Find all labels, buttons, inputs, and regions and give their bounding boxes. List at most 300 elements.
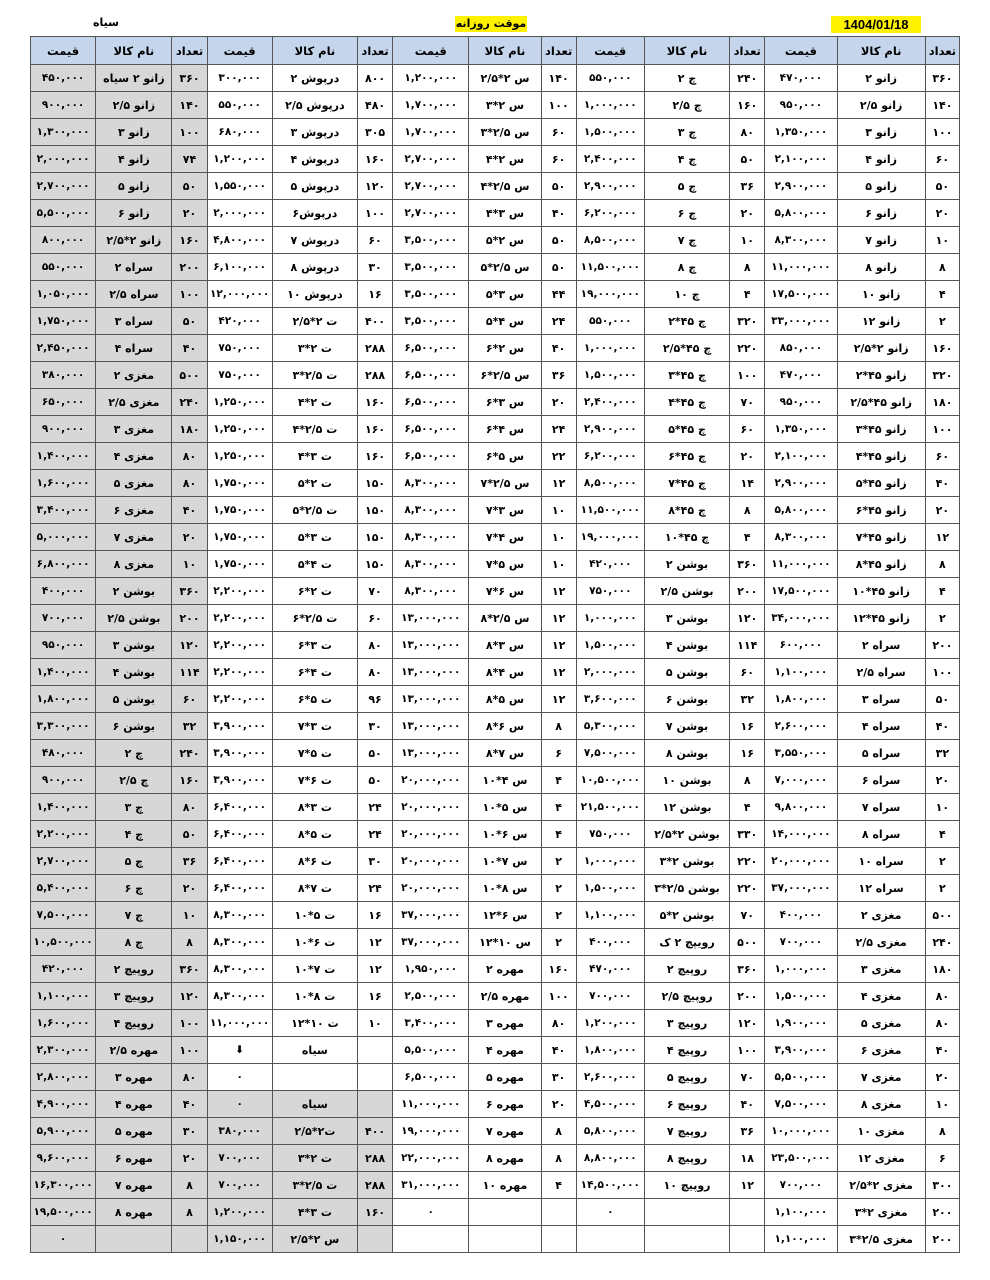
column-header: قیمت — [393, 37, 469, 65]
item-name-cell: س ۳*۸ — [469, 632, 541, 659]
price-cell: ۱,۷۵۰,۰۰۰ — [207, 497, 272, 524]
quantity-cell: ۷۰ — [730, 902, 765, 929]
item-name-cell: چ ۲/۵ — [96, 767, 172, 794]
quantity-cell: ۴ — [541, 821, 576, 848]
quantity-cell: ۸ — [925, 254, 959, 281]
price-cell: ۱,۹۰۰,۰۰۰ — [765, 1010, 837, 1037]
item-name-cell: ت ۷*۱۰ — [272, 956, 357, 983]
price-cell: ۷,۰۰۰,۰۰۰ — [765, 767, 837, 794]
item-name-cell: درپوش ۳ — [272, 119, 357, 146]
item-name-cell: چ ۶ — [96, 875, 172, 902]
price-cell: ۷,۵۰۰,۰۰۰ — [576, 740, 644, 767]
table-row — [31, 578, 960, 605]
price-cell: ۷,۵۰۰,۰۰۰ — [31, 902, 96, 929]
price-cell: ۲,۳۰۰,۰۰۰ — [31, 1037, 96, 1064]
price-cell: ۲,۰۰۰,۰۰۰ — [207, 200, 272, 227]
price-cell: ۳,۴۰۰,۰۰۰ — [31, 497, 96, 524]
item-name-cell: ت ۲/۵*۶ — [272, 605, 357, 632]
quantity-cell: ۲۰ — [172, 524, 207, 551]
item-name-cell: س ۶*۷ — [469, 578, 541, 605]
price-cell: ۹۵۰,۰۰۰ — [765, 389, 837, 416]
price-cell: ۱,۱۰۰,۰۰۰ — [765, 659, 837, 686]
quantity-cell: ۱۶ — [730, 740, 765, 767]
quantity-cell: ۲ — [541, 929, 576, 956]
item-name-cell: ت ۲*۳ — [272, 335, 357, 362]
item-name-cell: زانو ۴۵*۱۰ — [837, 578, 925, 605]
price-cell: ۱,۰۰۰,۰۰۰ — [765, 956, 837, 983]
price-cell: ۲۰,۰۰۰,۰۰۰ — [393, 821, 469, 848]
quantity-cell: ۱۲۰ — [358, 173, 393, 200]
quantity-cell: ۵۰ — [541, 227, 576, 254]
quantity-cell: ۱۰۰ — [172, 1037, 207, 1064]
quantity-cell: ۲۰۰ — [172, 254, 207, 281]
price-cell: ۵,۸۰۰,۰۰۰ — [765, 200, 837, 227]
item-name-cell: زانو ۲/۵ — [96, 92, 172, 119]
quantity-cell — [358, 1037, 393, 1064]
price-cell: ۱,۱۰۰,۰۰۰ — [31, 983, 96, 1010]
item-name-cell: بوشن ۲/۵*۳ — [644, 875, 729, 902]
price-cell: ۲,۶۰۰,۰۰۰ — [576, 1064, 644, 1091]
item-name-cell: بوشن ۵ — [644, 659, 729, 686]
item-name-cell — [644, 1199, 729, 1226]
price-cell: ۲,۲۰۰,۰۰۰ — [207, 659, 272, 686]
item-name-cell: زانو ۴۵*۷ — [837, 524, 925, 551]
price-cell: ۲,۷۰۰,۰۰۰ — [393, 146, 469, 173]
table-row — [31, 875, 960, 902]
price-cell: ۵,۴۰۰,۰۰۰ — [31, 875, 96, 902]
price-cell: ۲۰,۰۰۰,۰۰۰ — [393, 767, 469, 794]
price-cell: ۱,۱۰۰,۰۰۰ — [765, 1226, 837, 1253]
quantity-cell: ۴۰ — [172, 497, 207, 524]
price-cell: ۱۹,۰۰۰,۰۰۰ — [576, 281, 644, 308]
quantity-cell: ۲۸۸ — [358, 1172, 393, 1199]
quantity-cell: ۱۲ — [358, 929, 393, 956]
item-name-cell: چ ۸ — [644, 254, 729, 281]
item-name-cell: ت ۳*۴ — [272, 1199, 357, 1226]
item-name-cell: بوشن ۲ — [644, 551, 729, 578]
price-cell: ۸,۳۰۰,۰۰۰ — [393, 497, 469, 524]
item-name-cell: س ۳*۴ — [469, 200, 541, 227]
quantity-cell: ۱۰۰ — [172, 281, 207, 308]
quantity-cell: ۱۰ — [730, 227, 765, 254]
price-cell: ۲۰,۰۰۰,۰۰۰ — [393, 848, 469, 875]
item-name-cell: سراه ۴ — [837, 713, 925, 740]
item-name-cell: بوشن ۳ — [96, 632, 172, 659]
table-row — [31, 821, 960, 848]
price-cell: ۱,۳۰۰,۰۰۰ — [31, 119, 96, 146]
quantity-cell: ۲۲۰ — [730, 335, 765, 362]
quantity-cell: ۸ — [730, 497, 765, 524]
item-name-cell: چ ۲ — [96, 740, 172, 767]
item-name-cell: س ۲/۵*۴ — [469, 173, 541, 200]
item-name-cell: مغزی ۳ — [96, 416, 172, 443]
item-name-cell: ت۲*۲/۵ — [272, 1118, 357, 1145]
price-cell: ۶,۴۰۰,۰۰۰ — [207, 821, 272, 848]
price-cell: ۴۲۰,۰۰۰ — [31, 956, 96, 983]
price-cell: ۱۳,۰۰۰,۰۰۰ — [393, 632, 469, 659]
item-name-cell: س ۲/۵*۷ — [469, 470, 541, 497]
quantity-cell: ۸ — [172, 929, 207, 956]
item-name-cell: س ۳*۷ — [469, 497, 541, 524]
quantity-cell: ۵۰ — [541, 173, 576, 200]
item-name-cell: س ۲/۵*۵ — [469, 254, 541, 281]
price-cell: ۲,۹۰۰,۰۰۰ — [765, 470, 837, 497]
quantity-cell: ۸ — [172, 1172, 207, 1199]
quantity-cell: ۴۰ — [925, 470, 959, 497]
quantity-cell: ۴۰ — [541, 335, 576, 362]
item-name-cell: زانو ۲ — [837, 65, 925, 92]
table-row — [31, 794, 960, 821]
column-header: تعداد — [730, 37, 765, 65]
item-name-cell: بوشن ۲*۳ — [644, 848, 729, 875]
price-cell: ۹,۶۰۰,۰۰۰ — [31, 1145, 96, 1172]
item-name-cell: درپوش ۵ — [272, 173, 357, 200]
price-cell: ۱۱,۰۰۰,۰۰۰ — [393, 1091, 469, 1118]
price-cell: ۸,۳۰۰,۰۰۰ — [393, 470, 469, 497]
quantity-cell: ۳۲۰ — [925, 362, 959, 389]
quantity-cell: ۱۲ — [730, 1172, 765, 1199]
quantity-cell: ۳۳۰ — [730, 821, 765, 848]
quantity-cell: ۴۰ — [730, 1091, 765, 1118]
quantity-cell: ۴ — [541, 794, 576, 821]
quantity-cell: ۲۰۰ — [925, 1226, 959, 1253]
table-row — [31, 281, 960, 308]
table-row — [31, 92, 960, 119]
table-row — [31, 146, 960, 173]
price-cell: ۵,۰۰۰,۰۰۰ — [31, 524, 96, 551]
price-cell: ۶,۵۰۰,۰۰۰ — [393, 389, 469, 416]
item-name-cell: ت ۳*۷ — [272, 713, 357, 740]
quantity-cell: ۱۶ — [358, 902, 393, 929]
item-name-cell: سراه ۳ — [96, 308, 172, 335]
item-name-cell: روپیچ ۴ — [644, 1037, 729, 1064]
price-cell: ۱۰,۵۰۰,۰۰۰ — [31, 929, 96, 956]
item-name-cell: بوشن ۲/۵ — [96, 605, 172, 632]
quantity-cell: ۳۶۰ — [172, 578, 207, 605]
quantity-cell: ۱۰ — [925, 227, 959, 254]
item-name-cell: س ۴*۱۰ — [469, 767, 541, 794]
quantity-cell: ۱۰ — [541, 551, 576, 578]
price-cell: ۴,۵۰۰,۰۰۰ — [576, 1091, 644, 1118]
item-name-cell: بوشن ۸ — [644, 740, 729, 767]
item-name-cell: مغزی ۲/۵*۳ — [837, 1226, 925, 1253]
price-cell: ۷۰۰,۰۰۰ — [765, 929, 837, 956]
quantity-cell: ۵۰۰ — [730, 929, 765, 956]
quantity-cell: ۲۰ — [730, 443, 765, 470]
price-cell: ۱۱,۰۰۰,۰۰۰ — [765, 254, 837, 281]
price-cell: ۲,۴۰۰,۰۰۰ — [576, 389, 644, 416]
item-name-cell: چ ۸ — [96, 929, 172, 956]
quantity-cell: ۸ — [541, 713, 576, 740]
price-cell: ۹۰۰,۰۰۰ — [31, 92, 96, 119]
quantity-cell: ۲۸۸ — [358, 362, 393, 389]
item-name-cell: زانو ۱۰ — [837, 281, 925, 308]
item-name-cell: ت ۸*۱۰ — [272, 983, 357, 1010]
quantity-cell: ۸ — [925, 551, 959, 578]
quantity-cell — [358, 1064, 393, 1091]
item-name-cell: مغزی ۲ — [837, 902, 925, 929]
item-name-cell: چ ۴ — [644, 146, 729, 173]
item-name-cell: زانو ۴۵*۶ — [837, 497, 925, 524]
price-cell: ۴۷۰,۰۰۰ — [765, 65, 837, 92]
price-cell: ۷۵۰,۰۰۰ — [576, 578, 644, 605]
quantity-cell: ۱۰۰ — [730, 1037, 765, 1064]
quantity-cell: ۱۲ — [925, 524, 959, 551]
table-row — [31, 632, 960, 659]
quantity-cell: ۲ — [541, 875, 576, 902]
quantity-cell: ۱۶۰ — [730, 92, 765, 119]
item-name-cell: مغزی ۵ — [837, 1010, 925, 1037]
price-cell: ۱۱,۰۰۰,۰۰۰ — [207, 1010, 272, 1037]
price-cell: ۱,۲۰۰,۰۰۰ — [207, 146, 272, 173]
quantity-cell: ۱۰ — [541, 497, 576, 524]
quantity-cell: ۲۰ — [172, 1145, 207, 1172]
table-row — [31, 956, 960, 983]
price-cell: ۲,۹۰۰,۰۰۰ — [765, 173, 837, 200]
price-cell: ۱۹,۵۰۰,۰۰۰ — [31, 1199, 96, 1226]
price-cell: ۳۰۰,۰۰۰ — [207, 65, 272, 92]
item-name-cell: مهره ۶ — [469, 1091, 541, 1118]
price-cell: ۳,۹۰۰,۰۰۰ — [207, 740, 272, 767]
price-cell: ۱,۰۰۰,۰۰۰ — [576, 848, 644, 875]
item-name-cell: مغزی ۴ — [837, 983, 925, 1010]
item-name-cell: مغزی ۱۰ — [837, 1118, 925, 1145]
item-name-cell: روپیچ ۲ — [96, 956, 172, 983]
price-cell: ۴۸۰,۰۰۰ — [31, 740, 96, 767]
quantity-cell: ۲۴۰ — [730, 65, 765, 92]
quantity-cell: ۱۵۰ — [358, 497, 393, 524]
quantity-cell: ۵۰۰ — [925, 902, 959, 929]
item-name-cell: مغزی ۲*۳ — [837, 1199, 925, 1226]
item-name-cell: ت ۵*۸ — [272, 821, 357, 848]
price-cell: ۷۵۰,۰۰۰ — [207, 335, 272, 362]
table-row — [31, 443, 960, 470]
table-row — [31, 605, 960, 632]
quantity-cell: ۵۰ — [730, 146, 765, 173]
item-name-cell: بوشن ۲/۵ — [644, 578, 729, 605]
price-cell: ۱,۷۰۰,۰۰۰ — [393, 92, 469, 119]
quantity-cell: ۲ — [925, 875, 959, 902]
quantity-cell — [358, 1226, 393, 1253]
quantity-cell: ۴۰ — [541, 1037, 576, 1064]
quantity-cell: ۸۰ — [730, 119, 765, 146]
item-name-cell: س ۴*۵ — [469, 308, 541, 335]
price-cell: ۱,۲۵۰,۰۰۰ — [207, 416, 272, 443]
price-cell: ۹۵۰,۰۰۰ — [765, 92, 837, 119]
quantity-cell: ۶۰ — [358, 227, 393, 254]
quantity-cell: ۳۶ — [541, 362, 576, 389]
item-name-cell: روپیچ ۴ — [96, 1010, 172, 1037]
table-row — [31, 902, 960, 929]
item-name-cell: زانو ۶ — [837, 200, 925, 227]
price-cell: ۱,۸۰۰,۰۰۰ — [576, 1037, 644, 1064]
column-header: قیمت — [31, 37, 96, 65]
item-name-cell: سراه ۶ — [837, 767, 925, 794]
quantity-cell: ۱۶۰ — [358, 416, 393, 443]
item-name-cell: مغزی ۱۲ — [837, 1145, 925, 1172]
quantity-cell: ۱۸۰ — [925, 956, 959, 983]
price-cell: ۰ — [207, 1064, 272, 1091]
table-row — [31, 1172, 960, 1199]
item-name-cell: بوشن ۱۰ — [644, 767, 729, 794]
item-name-cell: چ ۵ — [96, 848, 172, 875]
price-table — [30, 36, 960, 1253]
table-row — [31, 389, 960, 416]
quantity-cell: ۳۰ — [172, 1118, 207, 1145]
quantity-cell: ۱۰۰ — [541, 983, 576, 1010]
item-name-cell: ت ۳*۴ — [272, 443, 357, 470]
header-row — [31, 37, 960, 65]
item-name-cell: ت ۲*۴ — [272, 389, 357, 416]
quantity-cell: ۶ — [541, 740, 576, 767]
quantity-cell: ۳۰۰ — [925, 1172, 959, 1199]
price-cell: ۰ — [393, 1199, 469, 1226]
quantity-cell: ۲۸۸ — [358, 335, 393, 362]
price-cell — [393, 1226, 469, 1253]
quantity-cell: ۱۴۰ — [541, 65, 576, 92]
item-name-cell — [96, 1226, 172, 1253]
quantity-cell: ۲ — [925, 308, 959, 335]
quantity-cell: ۸ — [730, 767, 765, 794]
table-body — [31, 65, 960, 1253]
quantity-cell: ۱۲۰ — [172, 983, 207, 1010]
quantity-cell: ۳۰ — [358, 713, 393, 740]
quantity-cell: ۸۰ — [541, 1010, 576, 1037]
column-header: نام کالا — [837, 37, 925, 65]
quantity-cell: ۱۵۰ — [358, 551, 393, 578]
column-header: نام کالا — [644, 37, 729, 65]
price-cell: ۱,۵۰۰,۰۰۰ — [576, 362, 644, 389]
quantity-cell: ۲۰ — [925, 497, 959, 524]
quantity-cell: ۲ — [541, 848, 576, 875]
quantity-cell: ۸ — [541, 1118, 576, 1145]
quantity-cell: ۹۶ — [358, 686, 393, 713]
quantity-cell: ۸۰ — [358, 632, 393, 659]
item-name-cell: س ۲/۵*۶ — [469, 362, 541, 389]
quantity-cell: ۱۰ — [925, 794, 959, 821]
quantity-cell: ۲۴ — [358, 875, 393, 902]
item-name-cell: مهره ۳ — [96, 1064, 172, 1091]
item-name-cell: سراه ۸ — [837, 821, 925, 848]
table-row — [31, 551, 960, 578]
price-cell: ۷۰۰,۰۰۰ — [31, 605, 96, 632]
quantity-cell: ۳۶۰ — [925, 65, 959, 92]
quantity-cell: ۴ — [541, 1172, 576, 1199]
quantity-cell: ۲۰۰ — [730, 578, 765, 605]
quantity-cell: ۱۲۰ — [172, 632, 207, 659]
item-name-cell: چ ۴۵*۷ — [644, 470, 729, 497]
price-cell: ۸,۵۰۰,۰۰۰ — [576, 470, 644, 497]
price-cell: ۲,۲۰۰,۰۰۰ — [207, 686, 272, 713]
item-name-cell: ت ۳*۶ — [272, 632, 357, 659]
item-name-cell: چ ۴۵*۶ — [644, 443, 729, 470]
item-name-cell: زانو ۴۵*۵ — [837, 470, 925, 497]
quantity-cell: ۱۶۰ — [541, 956, 576, 983]
price-cell: ۳۷,۰۰۰,۰۰۰ — [765, 875, 837, 902]
price-cell: ۴۷۰,۰۰۰ — [576, 956, 644, 983]
item-name-cell — [272, 1064, 357, 1091]
price-cell: ۴,۸۰۰,۰۰۰ — [207, 227, 272, 254]
quantity-cell: ۸ — [730, 254, 765, 281]
item-name-cell: زانو ۴۵*۴ — [837, 443, 925, 470]
price-cell: ۱,۰۰۰,۰۰۰ — [576, 92, 644, 119]
price-cell: ۱,۴۰۰,۰۰۰ — [31, 659, 96, 686]
price-cell: ۳,۵۰۰,۰۰۰ — [393, 281, 469, 308]
quantity-cell: ۷۴ — [172, 146, 207, 173]
item-name-cell: س ۲*۲/۵ — [272, 1226, 357, 1253]
table-row — [31, 659, 960, 686]
item-name-cell: بوشن ۲*۲/۵ — [644, 821, 729, 848]
price-cell: ۲,۷۰۰,۰۰۰ — [393, 173, 469, 200]
price-cell: ۲,۲۰۰,۰۰۰ — [207, 632, 272, 659]
item-name-cell: سراه ۱۲ — [837, 875, 925, 902]
quantity-cell: ۵۰ — [358, 767, 393, 794]
item-name-cell: زانو ۴۵*۲/۵ — [837, 389, 925, 416]
table-row — [31, 470, 960, 497]
column-header: قیمت — [765, 37, 837, 65]
price-cell: ۲,۷۰۰,۰۰۰ — [31, 173, 96, 200]
quantity-cell: ۱۲ — [541, 632, 576, 659]
price-cell: ۲,۵۰۰,۰۰۰ — [393, 983, 469, 1010]
item-name-cell: س ۸*۱۰ — [469, 875, 541, 902]
item-name-cell: س ۷*۱۰ — [469, 848, 541, 875]
item-name-cell: چ ۴ — [96, 821, 172, 848]
price-cell: ۵,۸۰۰,۰۰۰ — [765, 497, 837, 524]
quantity-cell: ۲۰۰ — [172, 605, 207, 632]
item-name-cell: درپوش ۷ — [272, 227, 357, 254]
price-cell: ۷۰۰,۰۰۰ — [207, 1145, 272, 1172]
quantity-cell: ۱۲ — [541, 470, 576, 497]
item-name-cell: ت ۳*۵ — [272, 524, 357, 551]
quantity-cell: ۱۶۰ — [172, 767, 207, 794]
quantity-cell: ۱۶۰ — [358, 443, 393, 470]
price-cell: ۷۰۰,۰۰۰ — [765, 1172, 837, 1199]
price-cell: ۳,۶۰۰,۰۰۰ — [576, 686, 644, 713]
quantity-cell: ۱۰ — [925, 1091, 959, 1118]
item-name-cell: سیاه — [272, 1091, 357, 1118]
item-name-cell: ت ۷*۸ — [272, 875, 357, 902]
item-name-cell: روپیچ ۳ — [644, 1010, 729, 1037]
item-name-cell: ت ۲/۵*۳ — [272, 362, 357, 389]
item-name-cell: سراه ۵ — [837, 740, 925, 767]
price-cell: ۸,۳۰۰,۰۰۰ — [207, 929, 272, 956]
price-cell: ۱,۱۰۰,۰۰۰ — [576, 902, 644, 929]
item-name-cell: س ۳*۶ — [469, 389, 541, 416]
item-name-cell: زانو ۵ — [837, 173, 925, 200]
item-name-cell: چ ۳ — [96, 794, 172, 821]
price-cell: ۱,۶۰۰,۰۰۰ — [31, 1010, 96, 1037]
item-name-cell — [644, 1226, 729, 1253]
quantity-cell: ۳۶ — [730, 173, 765, 200]
quantity-cell: ۳۶۰ — [730, 956, 765, 983]
quantity-cell: ۲۴۰ — [172, 389, 207, 416]
quantity-cell: ۸ — [925, 1118, 959, 1145]
item-name-cell: زانو ۵ — [96, 173, 172, 200]
item-name-cell: مغزی ۵ — [96, 470, 172, 497]
item-name-cell: زانو ۴ — [96, 146, 172, 173]
price-cell: ۳,۹۰۰,۰۰۰ — [765, 1037, 837, 1064]
item-name-cell: س ۲/۵*۸ — [469, 605, 541, 632]
quantity-cell: ۱۲۰ — [730, 605, 765, 632]
price-cell: ۳,۹۰۰,۰۰۰ — [207, 767, 272, 794]
price-cell: ۱,۰۰۰,۰۰۰ — [576, 335, 644, 362]
price-cell: ۶,۸۰۰,۰۰۰ — [31, 551, 96, 578]
quantity-cell: ۳۲ — [730, 686, 765, 713]
price-cell: ۲۲,۰۰۰,۰۰۰ — [393, 1145, 469, 1172]
price-cell: ۱,۵۰۰,۰۰۰ — [576, 119, 644, 146]
quantity-cell: ۲۰ — [925, 1064, 959, 1091]
price-cell: ۳۸۰,۰۰۰ — [31, 362, 96, 389]
